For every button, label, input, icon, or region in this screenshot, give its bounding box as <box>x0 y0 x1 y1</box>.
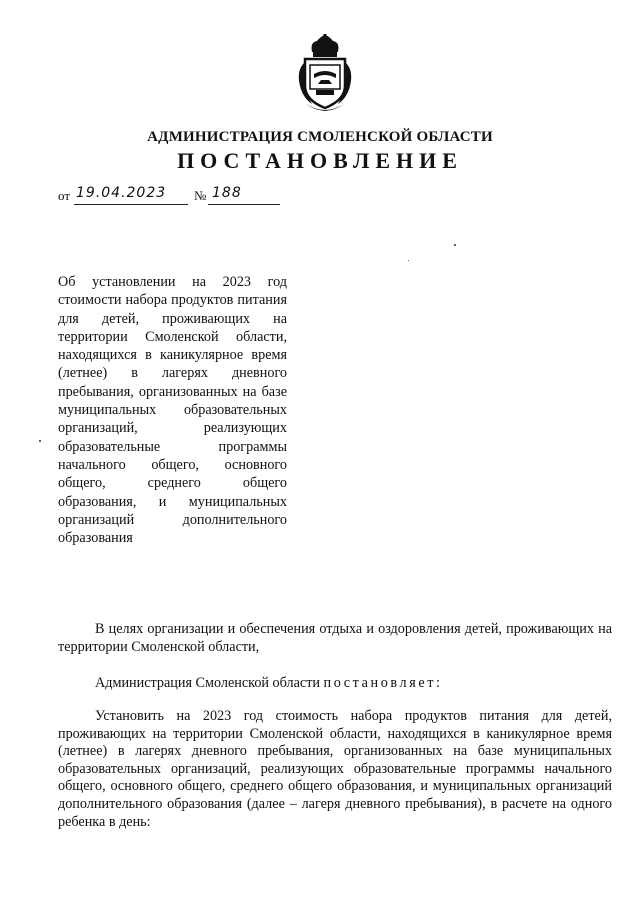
resolves-word: постановляет: <box>323 675 443 691</box>
scan-speck <box>39 440 41 442</box>
number-underline <box>208 204 280 205</box>
scan-speck <box>454 244 456 246</box>
handwritten-date: 19.04.2023 <box>76 185 167 201</box>
date-prefix: от <box>58 188 71 203</box>
date-underline <box>74 204 188 205</box>
handwritten-number: 188 <box>212 185 242 201</box>
clause-paragraph: Установить на 2023 год стоимость набора продуктов питания для детей, проживающих на территории Смоленской области, находящихся в каникулярное время (летнее) в лагерях дневного пребывания, организованных на базе муниципальных образовательных организаций, реализующих образовательные программы начального общего, основного общего, среднего общего образования, и муниципальных организаций дополнительного образования (далее – лагеря дневного пребывания), в расчете на одного ребенка в день: <box>58 708 612 830</box>
preamble-paragraph: В целях организации и обеспечения отдыха и оздоровления детей, проживающих на территории Смоленской области, <box>58 621 612 655</box>
scan-speck <box>408 260 409 261</box>
number-prefix: № <box>194 188 207 203</box>
document-subject: Об установлении на 2023 год стоимости набора продуктов питания для детей, проживающих на территории Смоленской области, находящихся в каникулярное время (летнее) в лагерях дневного пребывания, организованных на базе муниципальных образовательных организаций, реализующих образовательные программы начального общего, основного общего, среднего общего образования, и муниципальных организаций дополнительного образования <box>58 274 287 547</box>
resolution-statement <box>58 675 612 693</box>
crown-icon <box>312 34 339 57</box>
smolensk-coat-of-arms-icon <box>292 34 358 114</box>
resolution-authority: Администрация Смоленской области <box>95 675 324 691</box>
document-type-title: ПОСТАНОВЛЕНИЕ <box>177 148 463 173</box>
organization-name: АДМИНИСТРАЦИЯ СМОЛЕНСКОЙ ОБЛАСТИ <box>147 129 493 145</box>
